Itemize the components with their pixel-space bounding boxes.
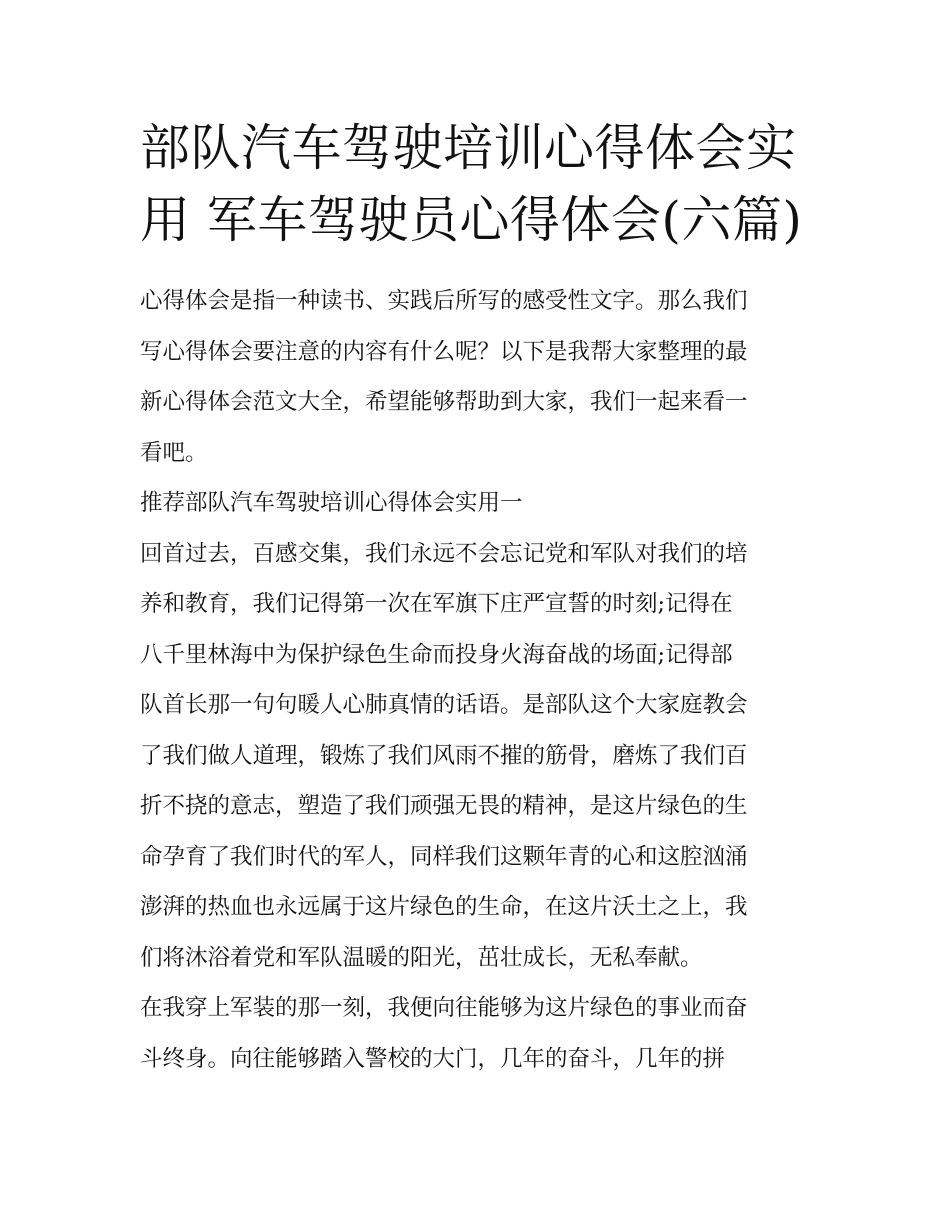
text-line: 折不挠的意志，塑造了我们顽强无畏的精神，是这片绿色的生 xyxy=(140,793,748,819)
text-line: 在我穿上军装的那一刻，我便向往能够为这片绿色的事业而奋 xyxy=(140,995,748,1021)
text-line: 们将沐浴着党和军队温暖的阳光，茁壮成长，无私奉献。 xyxy=(140,944,703,971)
text-line: 了我们做人道理，锻炼了我们风雨不摧的筋骨，磨炼了我们百 xyxy=(140,742,748,769)
text-line: 命孕育了我们时代的军人，同样我们这颗年青的心和这腔汹涌 xyxy=(140,843,748,870)
text-line: 养和教育，我们记得第一次在军旗下庄严宣誓的时刻;记得在 xyxy=(140,591,733,617)
title-line: 部队汽车驾驶培训心得体会实 xyxy=(140,119,797,177)
text-line: 澎湃的热血也永远属于这片绿色的生命，在这片沃土之上，我 xyxy=(140,894,748,920)
document-title xyxy=(140,112,820,256)
text-line: 斗终身。向往能够踏入警校的大门，几年的奋斗，几年的拼 xyxy=(140,1045,726,1072)
text-line: 八千里林海中为保护绿色生命而投身火海奋战的场面;记得部 xyxy=(140,641,733,668)
text-line: 新心得体会范文大全，希望能够帮助到大家，我们一起来看一 xyxy=(140,389,748,415)
text-line: 回首过去，百感交集，我们永远不会忘记党和军队对我们的培 xyxy=(140,540,748,567)
document-body xyxy=(140,276,820,1084)
title-line: 用 军车驾驶员心得体会(六篇) xyxy=(140,191,803,249)
text-line: 看吧。 xyxy=(140,439,208,466)
section-heading: 推荐部队汽车驾驶培训心得体会实用一 xyxy=(140,490,523,516)
text-line: 写心得体会要注意的内容有什么呢？以下是我帮大家整理的最 xyxy=(140,338,748,365)
text-line: 心得体会是指一种读书、实践后所写的感受性文字。那么我们 xyxy=(140,288,748,314)
text-line: 队首长那一句句暖人心肺真情的话语。是部队这个大家庭教会 xyxy=(140,692,748,718)
